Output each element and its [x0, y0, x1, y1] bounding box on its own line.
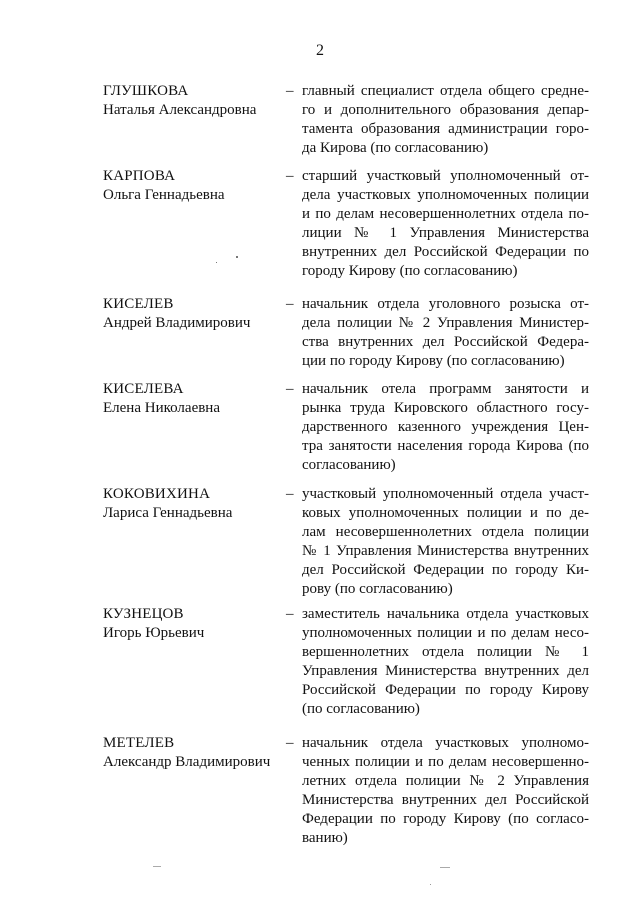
surname: КАРПОВА: [103, 168, 176, 184]
role-line: Российской Федерации по городу Кирову: [302, 682, 589, 698]
person-name: [103, 605, 283, 643]
position-description: [302, 380, 589, 475]
dash: –: [286, 735, 294, 751]
role-line: лиции № 1 Управления Министерства: [302, 225, 589, 241]
dash: –: [286, 83, 294, 99]
scan-speck: [430, 884, 431, 885]
role-line: го и дополнительного образования депар-: [302, 102, 589, 118]
role-line: лам несовершеннолетних отдела полиции: [302, 524, 589, 540]
surname: ГЛУШКОВА: [103, 83, 189, 99]
person-name: [103, 167, 283, 205]
person-name: [103, 82, 283, 120]
person-name: [103, 295, 283, 333]
given-names: Елена Николаевна: [103, 400, 220, 416]
role-line: рынка труда Кировского областного госу-: [302, 400, 589, 416]
person-name: [103, 485, 283, 523]
role-line: участковый уполномоченный отдела участ-: [302, 486, 589, 502]
role-line: заместитель начальника отдела участковых: [302, 606, 589, 622]
given-names: Лариса Геннадьевна: [103, 505, 233, 521]
surname: КОКОВИХИНА: [103, 486, 211, 502]
role-line: начальник отела программ занятости и: [302, 381, 589, 397]
role-line: рову (по согласованию): [302, 581, 453, 597]
role-line: начальник отдела участковых уполномо-: [302, 735, 589, 751]
surname: КИСЕЛЕВ: [103, 296, 174, 312]
role-line: да Кирова (по согласованию): [302, 140, 489, 156]
scan-speck: [236, 256, 238, 258]
role-line: городу Кирову (по согласованию): [302, 263, 518, 279]
position-description: [302, 605, 589, 719]
person-name: [103, 380, 283, 418]
position-description: [302, 734, 589, 848]
role-line: ции по городу Кирову (по согласованию): [302, 353, 565, 369]
given-names: Игорь Юрьевич: [103, 625, 205, 641]
role-line: вершеннолетних отдела полиции № 1: [302, 644, 589, 660]
role-line: дела участковых уполномоченных полиции: [302, 187, 589, 203]
surname: КУЗНЕЦОВ: [103, 606, 184, 622]
role-line: ванию): [302, 830, 348, 846]
scan-speck: [216, 262, 217, 263]
surname: МЕТЕЛЕВ: [103, 735, 175, 751]
page-number: 2: [316, 42, 324, 59]
role-line: начальник отдела уголовного розыска от-: [302, 296, 589, 312]
role-line: летних отдела полиции № 2 Управления: [302, 773, 589, 789]
role-line: и по делам несовершеннолетних отдела по-: [302, 206, 589, 222]
given-names: Александр Владимирович: [103, 754, 271, 770]
role-line: дел Российской Федерации по городу Ки-: [302, 562, 589, 578]
position-description: [302, 485, 589, 599]
role-line: Управления Министерства внутренних дел: [302, 663, 589, 679]
role-line: старший участковый уполномоченный от-: [302, 168, 589, 184]
role-line: ченных полиции и по делам несовершенно-: [302, 754, 589, 770]
dash: –: [286, 486, 294, 502]
role-line: главный специалист отдела общего средне-: [302, 83, 589, 99]
dash: –: [286, 168, 294, 184]
role-line: тра занятости населения города Кирова (по: [302, 438, 589, 454]
role-line: ства внутренних дел Российской Федера-: [302, 334, 589, 350]
scan-speck: [440, 867, 450, 868]
dash: –: [286, 381, 294, 397]
surname: КИСЕЛЕВА: [103, 381, 184, 397]
role-line: Федерации по городу Кирову (по согласо-: [302, 811, 589, 827]
role-line: № 1 Управления Министерства внутренних: [302, 543, 589, 559]
given-names: Ольга Геннадьевна: [103, 187, 225, 203]
role-line: тамента образования администрации горо-: [302, 121, 589, 137]
role-line: (по согласованию): [302, 701, 420, 717]
role-line: согласованию): [302, 457, 396, 473]
role-line: Министерства внутренних дел Российской: [302, 792, 589, 808]
role-line: дарственного казенного учреждения Цен-: [302, 419, 589, 435]
position-description: [302, 167, 589, 281]
scan-speck: [153, 866, 161, 867]
given-names: Наталья Александровна: [103, 102, 257, 118]
dash: –: [286, 606, 294, 622]
dash: –: [286, 296, 294, 312]
position-description: [302, 295, 589, 371]
role-line: внутренних дел Российской Федерации по: [302, 244, 589, 260]
person-name: [103, 734, 283, 772]
role-line: уполномоченных полиции и по делам несо-: [302, 625, 589, 641]
role-line: дела полиции № 2 Управления Министер-: [302, 315, 589, 331]
role-line: ковых уполномоченных полиции и по де-: [302, 505, 589, 521]
given-names: Андрей Владимирович: [103, 315, 251, 331]
position-description: [302, 82, 589, 158]
